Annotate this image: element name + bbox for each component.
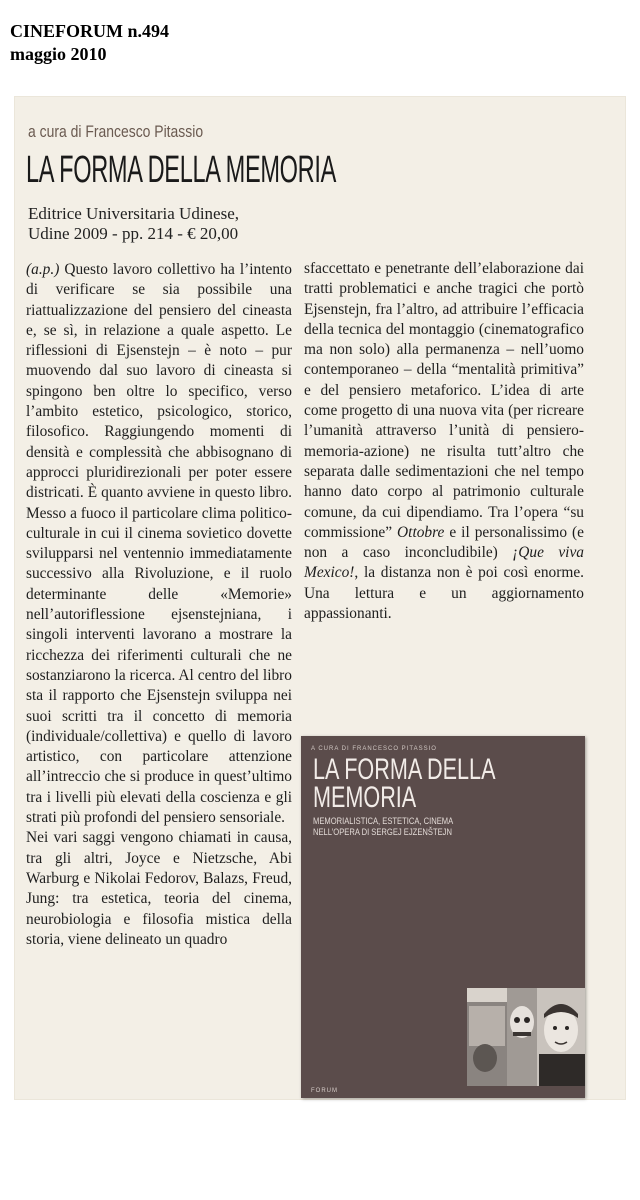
film-title-que-viva-mexico: ¡Que viva Mexico! [304,544,584,582]
book-cover-subtitle-line-2: NELL’OPERA DI SERGEJ EJZENŠTEJN [313,827,452,838]
book-cover-title-line-1: LA FORMA DELLA [313,753,496,786]
review-paragraph-2: Nei vari saggi vengono chiamati in causa, tra gli altri, Joyce e Nietzsche, Abi Warburg e Nikolai Fedorov, Balazs, Freud, Jung: tra estetica, teoria del cinema, neurobiologia e filosofia mistica della storia, viene delineato un quadro [26,829,292,948]
publication-info [28,204,239,244]
book-cover-subtitle-line-1: MEMORIALISTICA, ESTETICA, CINEMA [313,816,454,827]
book-cover-publisher: FORUM [311,1088,338,1094]
review-paragraph-continued [304,259,584,624]
review-column-left [26,260,292,950]
review-curator: a cura di Francesco Pitassio [28,122,204,141]
review-title: LA FORMA DELLA MEMORIA [26,149,337,191]
right-text-b: e il personalissimo (e non a caso inconcludibile) [304,523,584,562]
publication-details: Udine 2009 - pp. 214 - € 20,00 [28,224,239,243]
book-cover-title [313,753,496,814]
magazine-date: maggio 2010 [10,44,107,64]
book-cover-curator: A CURA DI FRANCESCO PITASSIO [311,746,437,752]
paragraph-1-text: Questo lavoro collettivo ha l’intento di verificare se sia possibile una riattualizzazione del pensiero del cineasta e, se sì, in relazione a quale aspetto. Le riflessioni di Ejsenstejn – è noto – pur muovendo dal suo lavoro di cineasta si spingono ben oltre lo specifico, verso l’ambito estetico, psicologico, storico, filosofico. Raggiungendo momenti di densità e complessità che abbisognano di approcci pluridirezionali per poter essere districati. È quanto avviene in questo libro. Messo a fuoco il particolare clima politico-culturale in cui il cinema sovietico dovette svilupparsi nel ventennio immediatamente successivo alla Rivoluzione, e il ruolo determinante delle «Memorie» nell’autoriflessione ejsenstejniana, i singoli interventi lavorano a mostrare la ricchezza dei riferimenti culturali che ne sostanziarono la ricerca. Al centro del libro sta il rapporto che Ejsenstejn sviluppa nei suoi scritti tra il concetto di memoria (individuale/collettiva) e quello di lavoro artistico, con particolare attenzione all’intreccio che si produce in quest’ultimo tra i livelli più elevati della coscienza e gli strati più profondi del pensiero sensoriale. [26,261,292,827]
book-cover-image [301,736,585,1098]
review-paragraph-1 [26,260,292,828]
publisher: Editrice Universitaria Udinese, [28,204,240,223]
review-column-right [304,259,584,624]
magazine-issue: CINEFORUM n.494 [10,21,170,41]
book-cover-photo-collage [467,988,585,1086]
book-cover-subtitle [313,816,453,838]
magazine-header [10,20,169,66]
review-page [14,96,626,1100]
author-tag: (a.p.) [26,261,60,278]
right-text-c: , la distanza non è poi così enorme. Una lettura e un aggiornamento appassionanti. [304,564,584,623]
right-text-a: sfaccettato e penetrante dell’elaborazione dai tratti problematici e anche tragici che portò Ejsenstejn, fra l’altro, ad attribuire l’efficacia della tecnica del montaggio (cinematografico ma non solo) alla permanenza – nell’uomo contemporaneo – della “mentalità primitiva” e del pensiero metaforico. L’idea di arte come progetto di una nuova vita (per ricreare l’umanità attraverso l’unità di pensiero-memoria-azione) ne risulta tutt’altro che separata dalle sedimentazioni che nel tempo hanno dato corpo al patrimonio culturale comune, da cui dipendiamo. Tra l’opera “su commissione” [304,260,584,541]
book-cover-title-line-2: MEMORIA [313,781,417,814]
film-title-ottobre: Ottobre [397,523,445,541]
